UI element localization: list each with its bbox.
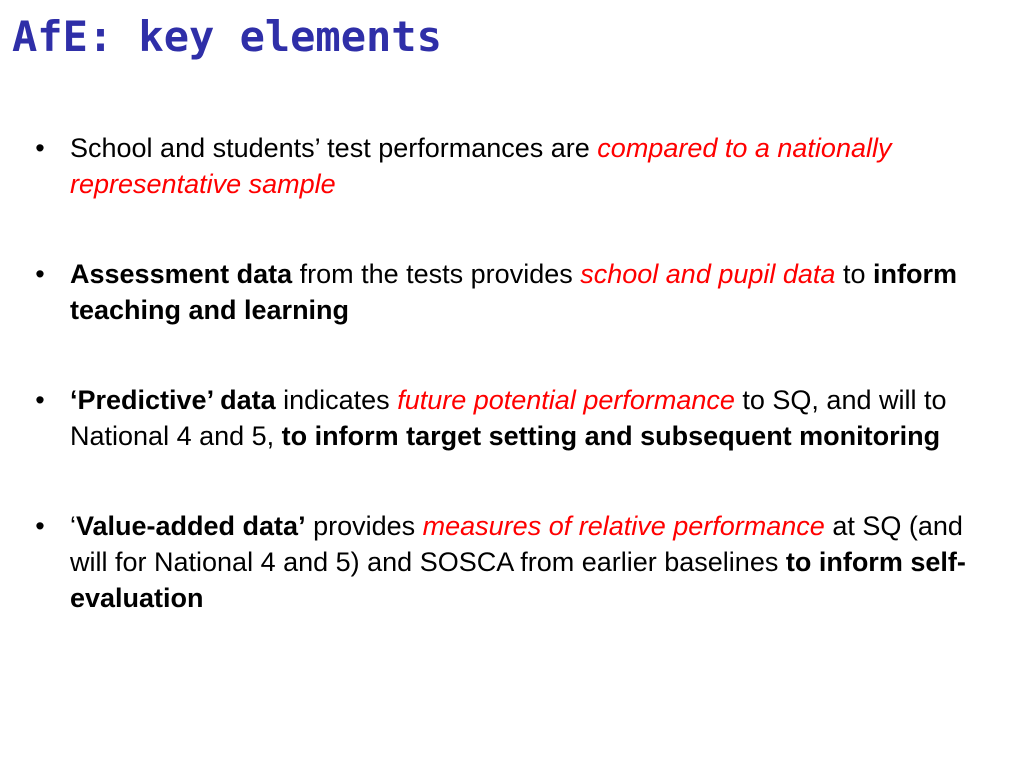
- bullet-strong: to inform target setting and subsequent monitoring: [281, 421, 941, 451]
- bullet-emphasis: measures of relative performance: [422, 511, 825, 541]
- bullet-icon: •: [35, 511, 45, 541]
- bullet-icon: •: [35, 133, 45, 163]
- bullet-item-predictive-data: [28, 382, 978, 454]
- bullet-item-comparison: [28, 130, 978, 202]
- bullet-strong: Value-added data’: [76, 511, 306, 541]
- bullet-emphasis: school and pupil data: [580, 259, 836, 289]
- bullet-icon: •: [35, 259, 45, 289]
- bullet-text: to SQ, and will to National 4 and 5,: [70, 385, 947, 451]
- bullet-icon: •: [35, 385, 45, 415]
- bullet-text: provides: [305, 511, 423, 541]
- bullet-item-value-added-data: [28, 508, 978, 616]
- bullet-text: ‘: [70, 511, 76, 541]
- bullet-strong: ‘Predictive’ data: [70, 385, 276, 415]
- bullet-item-assessment-data: [28, 256, 978, 328]
- bullet-text: indicates: [275, 385, 398, 415]
- bullet-text: at SQ (and will for National 4 and 5) and SOSCA from earlier baselines: [70, 511, 963, 577]
- bullet-text: School and students’ test performances are: [70, 133, 598, 163]
- bullet-emphasis: future potential performance: [397, 385, 735, 415]
- slide-title: AfE: key elements: [12, 12, 442, 61]
- bullet-list: [28, 130, 978, 670]
- bullet-strong: inform teaching and learning: [70, 259, 957, 325]
- bullet-text: from the tests provides: [292, 259, 581, 289]
- bullet-emphasis: compared to a nationally representative sample: [70, 133, 892, 199]
- bullet-strong: to inform self-evaluation: [70, 547, 966, 613]
- bullet-text: to: [835, 259, 873, 289]
- bullet-strong: Assessment data: [70, 259, 293, 289]
